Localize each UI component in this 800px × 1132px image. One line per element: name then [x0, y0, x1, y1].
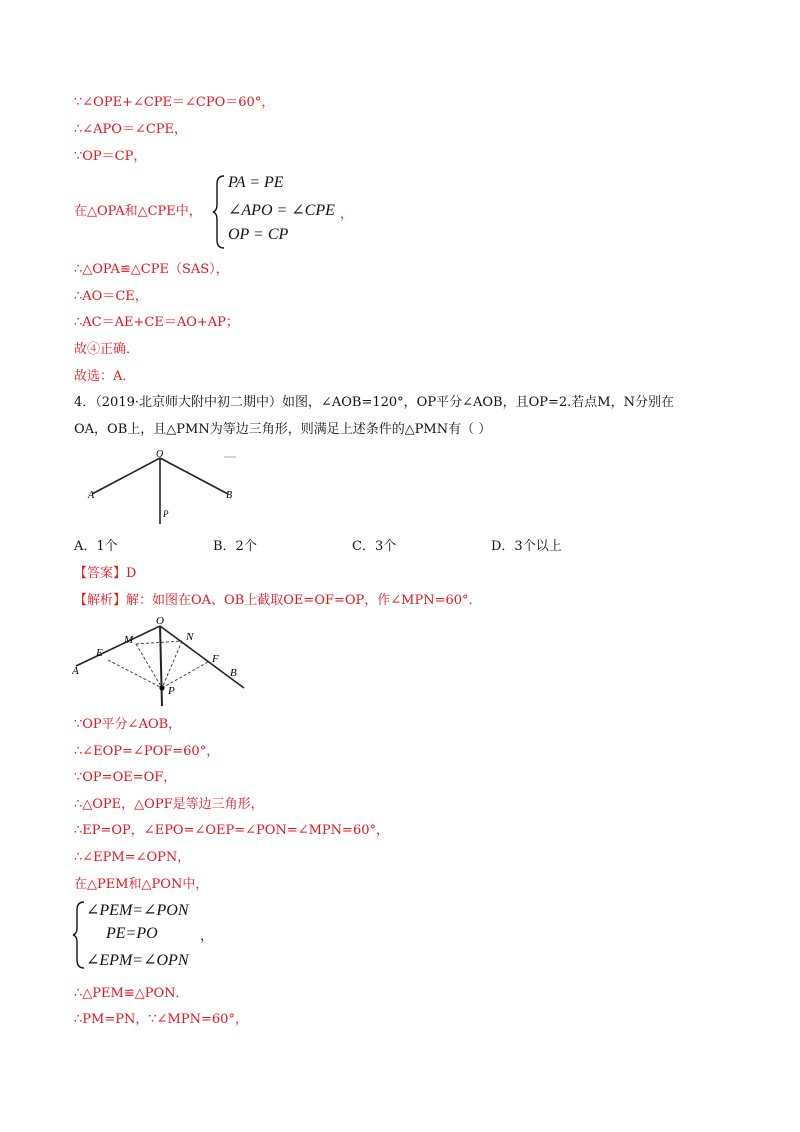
option-d: D．3个以上	[491, 539, 562, 554]
proof-line: 故④正确．	[74, 342, 140, 357]
label-a: A	[72, 665, 79, 677]
label-b: B	[230, 667, 237, 679]
ray-oa	[92, 458, 160, 494]
bisector-op	[160, 626, 162, 706]
label-e: E	[96, 647, 103, 659]
proof-line: ∴△OPE，△OPF是等边三角形，	[74, 797, 264, 812]
analysis-text: 解：如图在OA、OB上截取OE=OF=OP，作∠MPN=60°．	[126, 593, 482, 608]
proof-line: ∴∠APO＝∠CPE，	[74, 122, 188, 137]
segment-pe	[108, 660, 162, 688]
question-text: 4．（2019·北京师大附中初二期中）如图，∠AOB=120°，OP平分∠AOB，且OP=2.若点M，N分别在	[74, 395, 674, 410]
ray-ob	[160, 458, 228, 494]
proof-line: ∴∠EPM=∠OPN，	[74, 850, 191, 865]
question-text: OA，OB上，且△PMN为等边三角形，则满足上述条件的△PMN有（ ）	[74, 422, 492, 437]
proof-line: ∵OP=OE=OF，	[74, 770, 177, 785]
equation-line: OP = CP	[228, 226, 289, 243]
solution-figure	[72, 612, 252, 710]
proof-line: ∴△PEM≌△PON．	[74, 986, 189, 1001]
separator-comma: ，	[340, 207, 354, 222]
brace-icon	[212, 174, 226, 250]
proof-line: ∴PM=PN，∵∠MPN=60°，	[74, 1012, 248, 1027]
proof-line: 在△OPA和△CPE中，	[74, 204, 202, 219]
label-m: M	[124, 634, 134, 646]
proof-line: 在△PEM和△PON中，	[74, 877, 209, 892]
label-f: F	[212, 653, 219, 665]
question-figure	[80, 448, 250, 530]
option-a: A．1个	[74, 539, 118, 554]
proof-line: ∵∠OPE+∠CPE＝∠CPO＝60°，	[74, 95, 275, 110]
proof-line: ∴△OPA≌△CPE（SAS），	[74, 262, 229, 277]
label-p: P	[163, 509, 169, 519]
proof-line: ∴EP=OP，∠EPO=∠OEP=∠PON=∠MPN=60°，	[74, 823, 389, 838]
separator-comma: ，	[200, 929, 214, 944]
label-a: A	[88, 490, 95, 501]
equation-line: ∠APO = ∠CPE	[228, 202, 335, 219]
label-b: B	[226, 490, 233, 501]
label-n: N	[186, 631, 194, 643]
option-b: B．2个	[213, 539, 257, 554]
answer-line	[74, 565, 136, 583]
proof-line: ∵OP平分∠AOB，	[74, 717, 182, 732]
segment-pn	[162, 641, 182, 688]
label-o: O	[156, 449, 164, 460]
analysis-label: 【解析】	[74, 593, 127, 608]
proof-line: ∴∠EOP=∠POF=60°，	[74, 744, 220, 759]
option-c: C．3个	[352, 539, 397, 554]
label-p: P	[168, 685, 175, 697]
analysis-line	[74, 592, 482, 610]
proof-line: ∴AC＝AE+CE＝AO+AP；	[74, 315, 239, 330]
equation-line: ∠EPM=∠OPN	[86, 952, 189, 969]
proof-line: ∵OP＝CP，	[74, 149, 147, 164]
proof-line: ∴AO＝CE，	[74, 289, 148, 304]
equation-line: PA = PE	[228, 174, 284, 191]
answer-label: 【答案】	[74, 566, 127, 581]
brace-icon	[72, 900, 86, 970]
proof-line: 故选：A．	[74, 369, 136, 384]
equation-line: PE=PO	[106, 925, 158, 942]
point-p	[159, 685, 164, 690]
segment-mn	[136, 641, 182, 644]
answer-value: D	[126, 566, 137, 581]
equation-line: ∠PEM=∠PON	[86, 902, 189, 919]
ray-oa	[76, 626, 160, 666]
label-o: O	[156, 615, 164, 627]
